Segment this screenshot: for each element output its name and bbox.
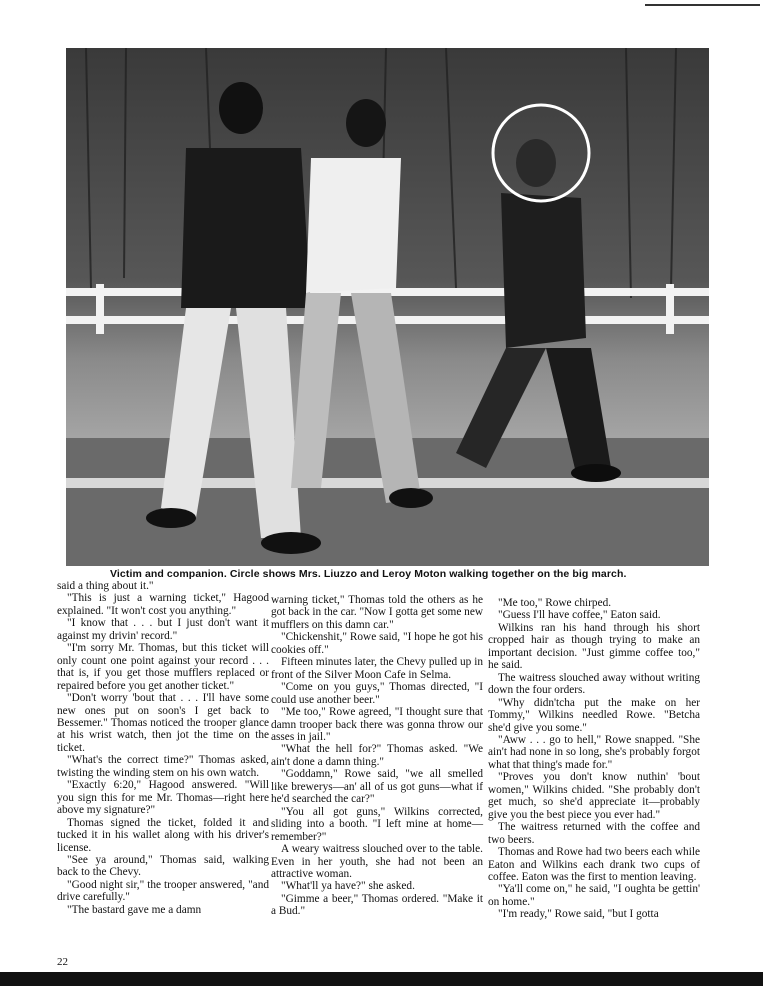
paragraph: Thomas signed the ticket, folded it and tucked it in his wallet along with his driver's license. [57,816,269,854]
paragraph: "Why didn'tcha put the make on her Tommy," Wilkins needled Rowe. "Betcha she'd give you some." [488,696,700,734]
paragraph: "Come on you guys," Thomas directed, "I could use another beer." [271,681,483,706]
paragraph: The waitress returned with the coffee and two beers. [488,821,700,846]
paragraph: "Don't worry 'bout that . . . I'll have some new ones put on soon's I get back to Bessemer." Thomas noticed the trooper glance at his wrist watch, then jot the time on the ticket. [57,692,269,754]
text-column-3 [488,597,700,921]
paragraph: "See ya around," Thomas said, walking back to the Chevy. [57,853,269,879]
paragraph: The waitress slouched away without writing down the four orders. [488,671,700,697]
page-number: 22 [57,956,68,968]
paragraph: "Chickenshit," Rowe said, "I hope he got his cookies off." [271,631,483,656]
paragraph: "Exactly 6:20," Hagood answered. "Will you sign this for me Mr. Thomas—right here above my signature?" [57,779,269,817]
paragraph: A weary waitress slouched over to the table. Even in her youth, she had not been an attractive woman. [271,843,483,880]
top-rule [645,4,760,6]
text-column-2 [271,594,483,918]
paragraph: "The bastard gave me a damn [67,903,202,916]
paragraph: Wilkins ran his hand through his short cropped hair as though trying to make an important decision. "Just gimme coffee too," he said. [488,621,700,672]
paragraph: Thomas and Rowe had two beers each while Eaton and Wilkins each drank two cups of coffee. Eaton was the first to mention leaving. [488,846,700,883]
paragraph: "Proves you don't know nuthin' 'bout women," Wilkins chided. "She probably don't get much, so she'd appreciate it—probably give you the best piece you ever had." [488,771,700,821]
paragraph: "Aww . . . go to hell," Rowe snapped. "She ain't had none in so long, she's probably forgot what that thing's made for." [488,733,700,771]
paragraph: "I'm sorry Mr. Thomas, but this ticket will only count one point against your record . . . that is, if you get those mufflers replaced or repaired before you get another ticket." [57,642,269,692]
paragraph: "Me too," Rowe chirped. [498,597,612,609]
paragraph: "Gimme a beer," Thomas ordered. "Make it a Bud." [271,892,483,918]
march-photo [66,48,709,566]
paragraph: "You all got guns," Wilkins corrected, sliding into a booth. "I left mine at home—remember?" [271,805,483,843]
paragraph: "What'll ya have?" she asked. [281,880,415,893]
text-column-1 [57,580,269,916]
paragraph: "Guess I'll have coffee," Eaton said. [498,609,661,622]
paragraph: "What's the correct time?" Thomas asked, twisting the winding stem on his own watch. [57,754,269,779]
paragraph: said a thing about it." [57,580,154,592]
paragraph: "Good night sir," the trooper answered, "and drive carefully." [57,878,269,904]
bottom-rule [0,972,763,986]
paragraph: "What the hell for?" Thomas asked. "We ain't done a damn thing." [271,743,483,768]
paragraph: "Ya'll come on," he said, "I oughta be gettin' on home." [488,883,700,908]
paragraph: "I know that . . . but I just don't want it against my drivin' record." [57,617,269,642]
paragraph: "Goddamn," Rowe said, "we all smelled like brewerys—an' all of us got guns—what if he'd searched the car?" [271,768,483,806]
paragraph: Fifteen minutes later, the Chevy pulled up in front of the Silver Moon Cafe in Selma. [271,656,483,681]
paragraph: warning ticket," Thomas told the others as he got back in the car. "Now I gotta get some new mufflers on this damn car." [271,594,483,631]
paragraph: "Me too," Rowe agreed, "I thought sure that damn trooper back there was gonna throw our asses in jail." [271,706,483,743]
photo-caption: Victim and companion. Circle shows Mrs. Liuzzo and Leroy Moton walking together on the big march. [110,568,627,580]
paragraph: "This is just a warning ticket," Hagood explained. "It won't cost you anything." [57,592,269,617]
paragraph: "I'm ready," Rowe said, "but I gotta [498,908,659,921]
